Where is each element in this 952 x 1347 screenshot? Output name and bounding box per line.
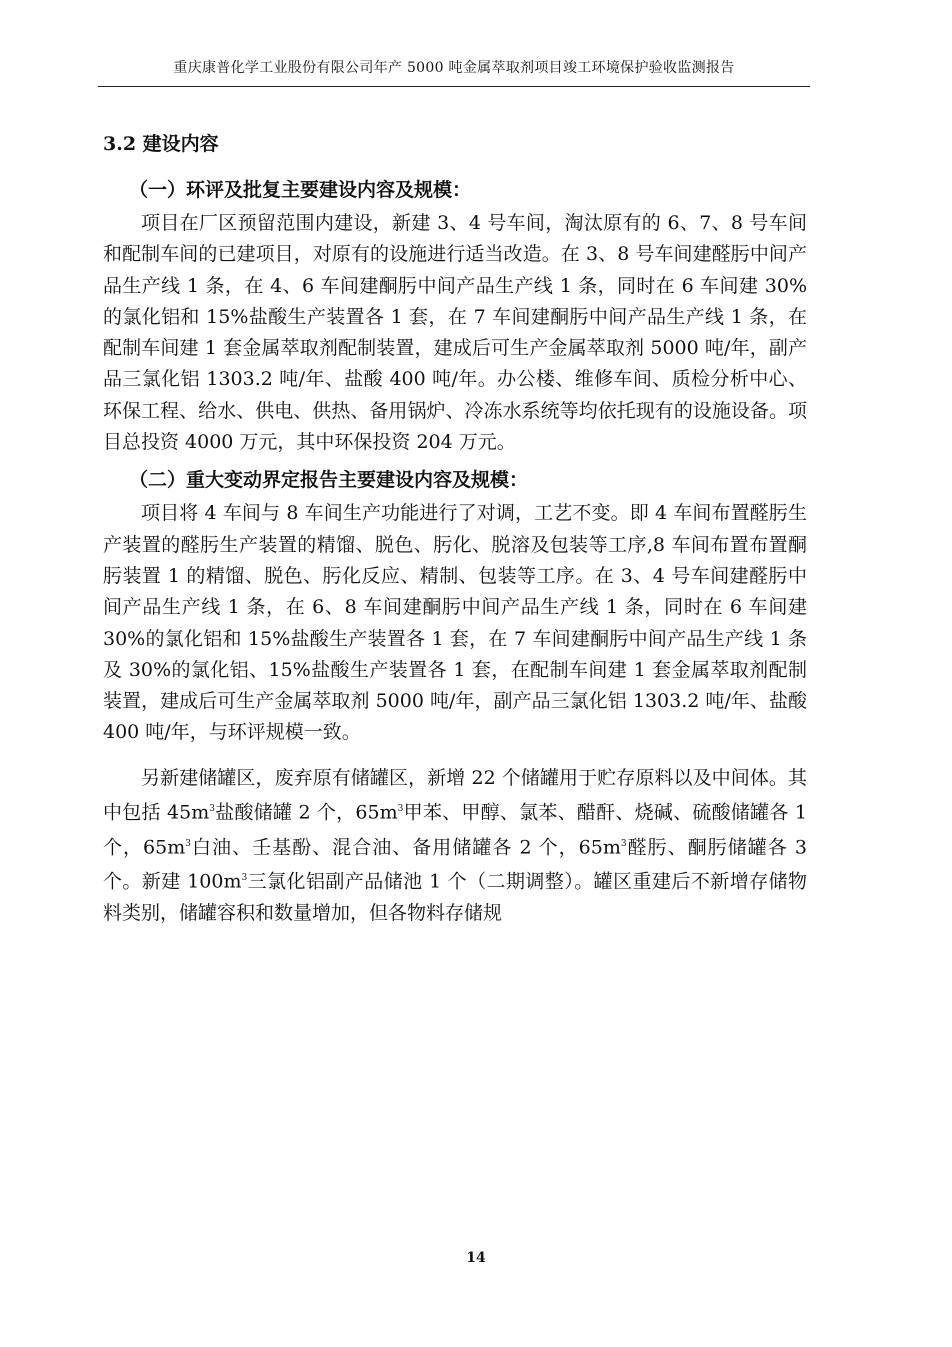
document-body	[103, 128, 807, 933]
section-title: 3.2 建设内容	[103, 133, 219, 155]
paragraph-eia-content: 项目在厂区预留范围内建设，新建 3、4 号车间，淘汰原有的 6、7、8 号车间和配制车间的已建项目，对原有的设施进行适当改造。在 3、8 号车间建醛肟中间产品生产线 1 条，在 4、6 车间建酮肟中间产品生产线 1 条，同时在 6 车间建 30%的氯化铝和 15%盐酸生产装置各 1 套，在 7 车间建酮肟中间产品生产线 1 条，在配制车间建 1 套金属萃取剂配制装置，建成后可生产金属萃取剂 5000 吨/年，副产品三氯化铝 1303.2 吨/年、盐酸 400 吨/年。办公楼、维修车间、质检分析中心、环保工程、给水、供电、供热、备用锅炉、冷冻水系统等均依托现有的设施设备。项目总投资 4000 万元，其中环保投资 204 万元。	[103, 212, 807, 454]
tank-text: 三氯化铝副产品储池 1 个（二期调整）。罐区重建后不新增存储物料类别，储罐容积和数量增加，但各物料存储规	[103, 870, 808, 924]
paragraph-major-change-content: 项目将 4 车间与 8 车间生产功能进行了对调，工艺不变。即 4 车间布置醛肟生产装置的醛肟生产装置的精馏、脱色、肟化、脱溶及包装等工序,8 车间布置布置酮肟装置 1 的精馏、脱色、肟化反应、精制、包装等工序。在 3、4 号车间建醛肟中间产品生产线 1 条，在 6、8 车间建酮肟中间产品生产线 1 条，同时在 6 车间建 30%的氯化铝和 15%盐酸生产装置各 1 套，在 7 车间建酮肟中间产品生产线 1 条及 30%的氯化铝、15%盐酸生产装置各 1 套，在配制车间建 1 套金属萃取剂配制装置，建成后可生产金属萃取剂 5000 吨/年，副产品三氯化铝 1303.2 吨/年、盐酸 400 吨/年，与环评规模一致。	[103, 502, 807, 744]
superscript: 3	[397, 804, 404, 815]
subsection-heading-eia: （一）环评及批复主要建设内容及规模：	[129, 179, 472, 201]
tank-text: 醛肟、酮肟储罐各 3 个。新建 100m	[103, 836, 807, 893]
superscript: 3	[209, 804, 215, 815]
page-number: 14	[466, 1250, 486, 1266]
superscript: 3	[241, 873, 248, 884]
tank-text: 白油、壬基酚、混合油、备用储罐各 2 个，65m	[190, 836, 621, 858]
tank-text: 另新建储罐区，废弃原有储罐区，新增 22 个储罐用于贮存原料以及中间体。其中包括 45m	[103, 766, 807, 824]
running-header: 重庆康普化学工业股份有限公司年产 5000 吨金属萃取剂项目竣工环境保护验收监测报告	[173, 60, 735, 76]
tank-text: 甲苯、甲醇、氯苯、醋酐、烧碱、硫酸储罐各 1 个，65m	[103, 801, 807, 858]
header-divider	[98, 86, 810, 87]
subsection-heading-major-change: （二）重大变动界定报告主要建设内容及规模：	[129, 469, 529, 492]
tank-text: 盐酸储罐 2 个，65m	[214, 801, 398, 824]
superscript: 3	[185, 838, 191, 849]
paragraph-tank-farm	[103, 763, 807, 929]
superscript: 3	[620, 838, 627, 849]
